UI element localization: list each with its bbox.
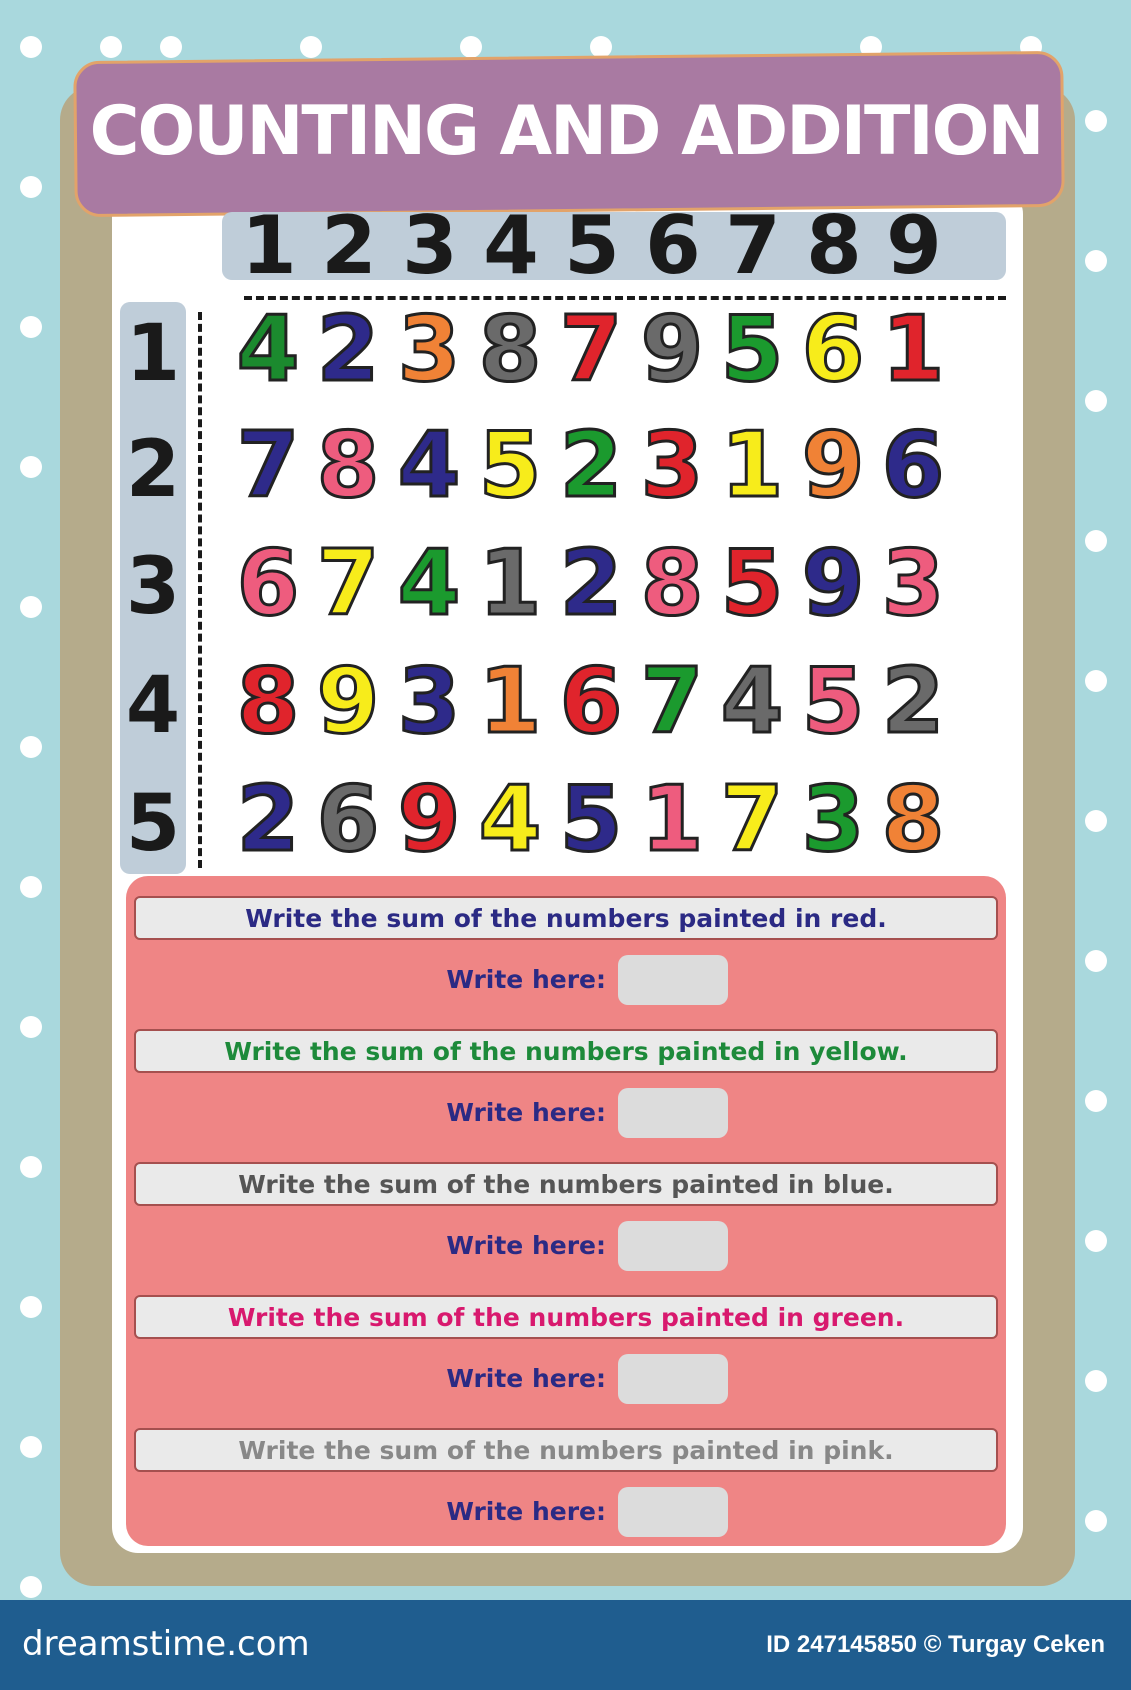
background-dot bbox=[20, 456, 42, 478]
background-dot bbox=[20, 1156, 42, 1178]
answer-input[interactable] bbox=[618, 1487, 728, 1537]
footer-brand: dreamstime.com bbox=[22, 1624, 310, 1664]
background-dot bbox=[20, 736, 42, 758]
background-dot bbox=[1085, 1230, 1107, 1252]
background-dot bbox=[300, 36, 322, 58]
grid-number: 7 bbox=[236, 413, 300, 518]
column-header: 1 bbox=[241, 199, 297, 292]
grid-number: 2 bbox=[559, 413, 623, 518]
grid-number: 9 bbox=[801, 413, 865, 518]
background-dot bbox=[1085, 1370, 1107, 1392]
background-dot bbox=[460, 36, 482, 58]
grid-number: 2 bbox=[236, 767, 300, 872]
column-headers bbox=[222, 199, 1006, 292]
grid-number: 4 bbox=[397, 531, 461, 636]
column-header: 6 bbox=[645, 199, 701, 292]
grid-number: 5 bbox=[801, 649, 865, 754]
grid-number: 5 bbox=[720, 297, 784, 402]
background-dot bbox=[1085, 250, 1107, 272]
grid-number: 3 bbox=[640, 413, 704, 518]
background-dot bbox=[1085, 1090, 1107, 1112]
background-dot bbox=[1085, 1510, 1107, 1532]
column-header: 3 bbox=[402, 199, 458, 292]
grid-number: 9 bbox=[640, 297, 704, 402]
write-here-label: Write here: bbox=[446, 1231, 606, 1260]
row-header: 1 bbox=[125, 309, 181, 399]
grid-number: 8 bbox=[881, 767, 945, 872]
grid-number: 6 bbox=[559, 649, 623, 754]
grid-number: 4 bbox=[236, 297, 300, 402]
grid-number: 9 bbox=[397, 767, 461, 872]
grid-number: 9 bbox=[801, 531, 865, 636]
write-here-label: Write here: bbox=[446, 1098, 606, 1127]
column-header: 5 bbox=[564, 199, 620, 292]
grid-number: 1 bbox=[478, 649, 542, 754]
column-header: 9 bbox=[886, 199, 942, 292]
background-dot bbox=[1085, 950, 1107, 972]
grid-number: 7 bbox=[640, 649, 704, 754]
background-dot bbox=[20, 316, 42, 338]
background-dot bbox=[20, 176, 42, 198]
column-header: 7 bbox=[725, 199, 781, 292]
grid-number: 4 bbox=[720, 649, 784, 754]
grid-number: 6 bbox=[236, 531, 300, 636]
grid-number: 8 bbox=[478, 297, 542, 402]
grid-number: 8 bbox=[640, 531, 704, 636]
background-dot bbox=[1085, 810, 1107, 832]
background-dot bbox=[1085, 110, 1107, 132]
grid-number: 3 bbox=[801, 767, 865, 872]
grid-number: 4 bbox=[397, 413, 461, 518]
write-here-label: Write here: bbox=[446, 1497, 606, 1526]
background-dot bbox=[100, 36, 122, 58]
page-title: COUNTING AND ADDITION bbox=[89, 91, 1043, 171]
background-dot bbox=[160, 36, 182, 58]
background-dot bbox=[20, 36, 42, 58]
background-dot bbox=[1085, 390, 1107, 412]
grid-number: 1 bbox=[640, 767, 704, 872]
row-header: 4 bbox=[125, 661, 181, 751]
grid-number: 2 bbox=[316, 297, 380, 402]
background-dot bbox=[1085, 530, 1107, 552]
grid-number: 3 bbox=[397, 649, 461, 754]
grid-number: 3 bbox=[397, 297, 461, 402]
column-header: 8 bbox=[806, 199, 862, 292]
row-header: 2 bbox=[125, 425, 181, 515]
grid-number: 2 bbox=[559, 531, 623, 636]
grid-number: 5 bbox=[478, 413, 542, 518]
background-dot bbox=[20, 596, 42, 618]
column-header: 4 bbox=[483, 199, 539, 292]
column-header: 2 bbox=[321, 199, 377, 292]
question-text: Write the sum of the numbers painted in pink. bbox=[134, 1428, 998, 1472]
background-dot bbox=[1085, 670, 1107, 692]
question-text: Write the sum of the numbers painted in yellow. bbox=[134, 1029, 998, 1073]
grid-number: 9 bbox=[316, 649, 380, 754]
background-dot bbox=[20, 876, 42, 898]
grid-number: 5 bbox=[559, 767, 623, 872]
grid-number: 3 bbox=[881, 531, 945, 636]
answer-input[interactable] bbox=[618, 1088, 728, 1138]
background-dot bbox=[20, 1296, 42, 1318]
grid-number: 2 bbox=[881, 649, 945, 754]
footer-credit: ID 247145850 © Turgay Ceken bbox=[766, 1631, 1105, 1658]
background-dot bbox=[20, 1436, 42, 1458]
write-here-label: Write here: bbox=[446, 965, 606, 994]
grid-number: 6 bbox=[801, 297, 865, 402]
grid-number: 6 bbox=[316, 767, 380, 872]
grid-number: 1 bbox=[478, 531, 542, 636]
grid-number: 1 bbox=[720, 413, 784, 518]
grid-number: 8 bbox=[316, 413, 380, 518]
question-text: Write the sum of the numbers painted in green. bbox=[134, 1295, 998, 1339]
background-dot bbox=[20, 1016, 42, 1038]
grid-number: 8 bbox=[236, 649, 300, 754]
row-header: 3 bbox=[125, 542, 181, 632]
write-here-label: Write here: bbox=[446, 1364, 606, 1393]
grid-number: 7 bbox=[559, 297, 623, 402]
grid-number: 4 bbox=[478, 767, 542, 872]
grid-number: 1 bbox=[881, 297, 945, 402]
answer-input[interactable] bbox=[618, 1354, 728, 1404]
question-text: Write the sum of the numbers painted in blue. bbox=[134, 1162, 998, 1206]
question-text: Write the sum of the numbers painted in red. bbox=[134, 896, 998, 940]
background-dot bbox=[20, 1576, 42, 1598]
answer-input[interactable] bbox=[618, 1221, 728, 1271]
grid-number: 5 bbox=[720, 531, 784, 636]
grid-number: 7 bbox=[316, 531, 380, 636]
row-divider bbox=[198, 312, 202, 868]
row-header: 5 bbox=[125, 779, 181, 869]
grid-number: 6 bbox=[881, 413, 945, 518]
answer-input[interactable] bbox=[618, 955, 728, 1005]
grid-number: 7 bbox=[720, 767, 784, 872]
